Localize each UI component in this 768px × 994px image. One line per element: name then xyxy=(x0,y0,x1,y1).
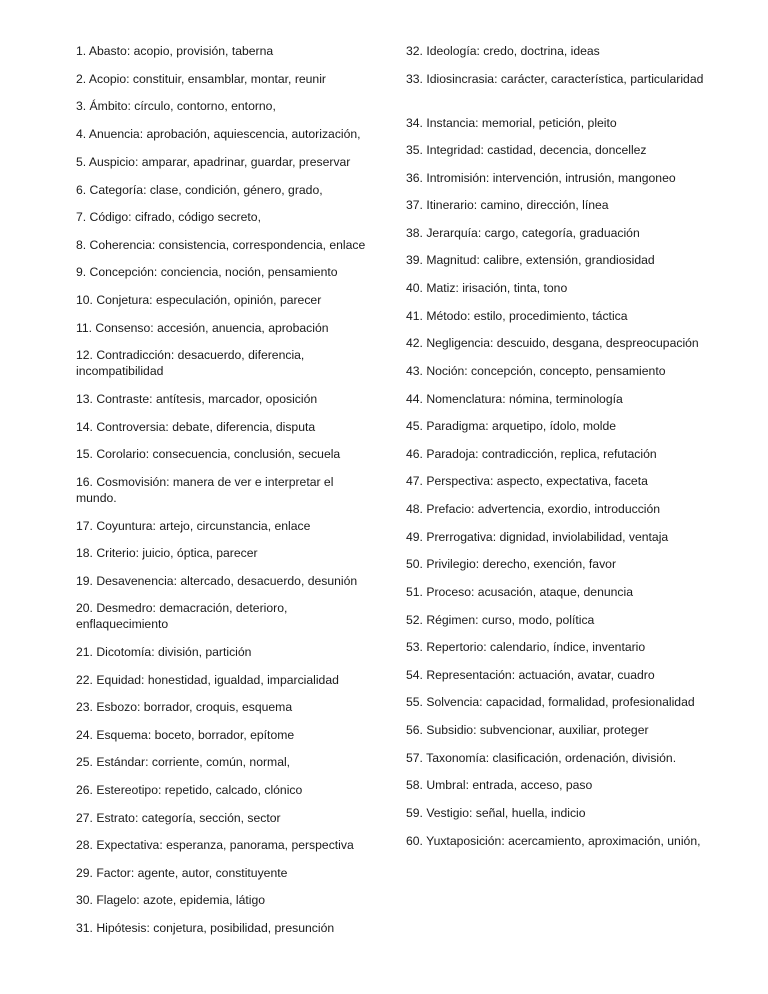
list-item: 19. Desavenencia: altercado, desacuerdo, desunión xyxy=(76,574,358,588)
list-item: 13. Contraste: antítesis, marcador, oposición xyxy=(76,392,318,406)
list-item: 17. Coyuntura: artejo, circunstancia, enlace xyxy=(76,519,311,533)
list-item: 15. Corolario: consecuencia, conclusión, secuela xyxy=(76,447,341,461)
list-item: 16. Cosmovisión: manera de ver e interpretar el mundo. xyxy=(76,475,334,505)
list-item: 18. Criterio: juicio, óptica, parecer xyxy=(76,546,258,560)
list-item: 40. Matiz: irisación, tinta, tono xyxy=(406,281,568,295)
list-item: 23. Esbozo: borrador, croquis, esquema xyxy=(76,700,293,714)
list-item: 57. Taxonomía: clasificación, ordenación, división. xyxy=(406,751,677,765)
list-item: 3. Ámbito: círculo, contorno, entorno, xyxy=(76,99,276,113)
list-item: 55. Solvencia: capacidad, formalidad, profesionalidad xyxy=(406,695,695,709)
list-item: 9. Concepción: conciencia, noción, pensamiento xyxy=(76,265,338,279)
list-item: 36. Intromisión: intervención, intrusión, mangoneo xyxy=(406,171,676,185)
list-item: 26. Estereotipo: repetido, calcado, clónico xyxy=(76,783,303,797)
list-item: 60. Yuxtaposición: acercamiento, aproximación, unión, xyxy=(406,834,701,848)
list-item: 49. Prerrogativa: dignidad, inviolabilidad, ventaja xyxy=(406,530,669,544)
list-item: 41. Método: estilo, procedimiento, táctica xyxy=(406,309,628,323)
list-item: 4. Anuencia: aprobación, aquiescencia, autorización, xyxy=(76,127,361,141)
list-item: 53. Repertorio: calendario, índice, inventario xyxy=(406,640,646,654)
list-item: 34. Instancia: memorial, petición, pleito xyxy=(406,116,617,130)
list-item: 48. Prefacio: advertencia, exordio, introducción xyxy=(406,502,661,516)
list-item: 27. Estrato: categoría, sección, sector xyxy=(76,811,281,825)
list-item: 29. Factor: agente, autor, constituyente xyxy=(76,866,288,880)
list-item: 14. Controversia: debate, diferencia, disputa xyxy=(76,420,316,434)
list-item: 56. Subsidio: subvencionar, auxiliar, proteger xyxy=(406,723,649,737)
list-item: 28. Expectativa: esperanza, panorama, perspectiva xyxy=(76,838,354,852)
list-item: 10. Conjetura: especulación, opinión, parecer xyxy=(76,293,322,307)
list-item: 25. Estándar: corriente, común, normal, xyxy=(76,755,291,769)
list-item: 52. Régimen: curso, modo, política xyxy=(406,613,595,627)
list-item: 45. Paradigma: arquetipo, ídolo, molde xyxy=(406,419,617,433)
list-item: 59. Vestigio: señal, huella, indicio xyxy=(406,806,586,820)
list-item: 43. Noción: concepción, concepto, pensamiento xyxy=(406,364,666,378)
list-item: 38. Jerarquía: cargo, categoría, graduación xyxy=(406,226,640,240)
list-item: 6. Categoría: clase, condición, género, grado, xyxy=(76,183,323,197)
list-item: 46. Paradoja: contradicción, replica, refutación xyxy=(406,447,657,461)
list-item: 58. Umbral: entrada, acceso, paso xyxy=(406,778,593,792)
list-item: 24. Esquema: boceto, borrador, epítome xyxy=(76,728,295,742)
list-item: 39. Magnitud: calibre, extensión, grandiosidad xyxy=(406,253,655,267)
list-item: 33. Idiosincrasia: carácter, característica, particularidad xyxy=(406,72,704,86)
list-item: 22. Equidad: honestidad, igualdad, imparcialidad xyxy=(76,673,339,687)
list-item: 21. Dicotomía: división, partición xyxy=(76,645,252,659)
list-item: 42. Negligencia: descuido, desgana, despreocupación xyxy=(406,336,699,350)
list-item: 1. Abasto: acopio, provisión, taberna xyxy=(76,44,274,58)
list-item: 54. Representación: actuación, avatar, cuadro xyxy=(406,668,655,682)
list-item: 7. Código: cifrado, código secreto, xyxy=(76,210,261,224)
list-item: 8. Coherencia: consistencia, correspondencia, enlace xyxy=(76,238,366,252)
list-item: 2. Acopio: constituir, ensamblar, montar, reunir xyxy=(76,72,326,86)
list-item: 44. Nomenclatura: nómina, terminología xyxy=(406,392,623,406)
list-item: 12. Contradicción: desacuerdo, diferencia, incompatibilidad xyxy=(76,348,305,378)
list-item: 31. Hipótesis: conjetura, posibilidad, presunción xyxy=(76,921,335,935)
list-item: 47. Perspectiva: aspecto, expectativa, faceta xyxy=(406,474,648,488)
list-item: 5. Auspicio: amparar, apadrinar, guardar, preservar xyxy=(76,155,351,169)
list-item: 51. Proceso: acusación, ataque, denuncia xyxy=(406,585,633,599)
list-item: 50. Privilegio: derecho, exención, favor xyxy=(406,557,617,571)
list-item: 35. Integridad: castidad, decencia, doncellez xyxy=(406,143,647,157)
list-item: 20. Desmedro: demacración, deterioro, enflaquecimiento xyxy=(76,601,288,631)
list-item: 37. Itinerario: camino, dirección, línea xyxy=(406,198,609,212)
list-item: 30. Flagelo: azote, epidemia, látigo xyxy=(76,893,266,907)
list-item: 11. Consenso: accesión, anuencia, aprobación xyxy=(76,321,329,335)
list-item: 32. Ideología: credo, doctrina, ideas xyxy=(406,44,600,58)
